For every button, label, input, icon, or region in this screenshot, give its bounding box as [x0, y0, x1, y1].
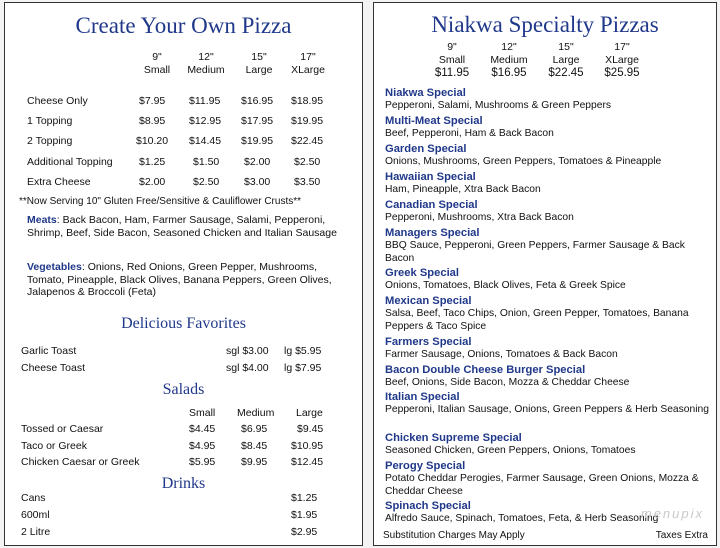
size-inch: 9" — [152, 51, 162, 63]
price-large: lg $5.95 — [284, 345, 322, 357]
size-inch: 15" — [251, 51, 267, 63]
size-inch: 12" — [198, 51, 214, 63]
size-inch: 12" — [501, 41, 517, 53]
specialty-desc: Potato Cheddar Perogies, Farmer Sausage, Green Onions, Mozza & Cheddar Cheese — [385, 473, 699, 497]
specialty-name: Farmers Special — [385, 336, 472, 348]
size-name: Small — [143, 64, 171, 76]
price-xlarge: $19.95 — [291, 115, 324, 127]
specialty-name: Perogy Special — [385, 460, 466, 472]
size-name: Small — [438, 54, 466, 66]
specialty-name: Niakwa Special — [385, 87, 466, 99]
favorites-title: Delicious Favorites — [121, 315, 246, 332]
specialty-desc: Ham, Pineapple, Xtra Back Bacon — [385, 184, 541, 195]
row-label: Cheese Only — [27, 95, 88, 107]
item-name: Taco or Greek — [21, 440, 87, 452]
item-price: $1.95 — [291, 509, 318, 521]
specialty-desc: Beef, Onions, Side Bacon, Mozza & Cheddar Cheese — [385, 377, 630, 388]
specialty-desc: Beef, Pepperoni, Ham & Back Bacon — [385, 128, 554, 139]
specialty-name: Chicken Supreme Special — [385, 432, 522, 444]
row-label: Extra Cheese — [27, 176, 91, 188]
pizza-price-row — [27, 135, 362, 149]
item-name: 2 Litre — [21, 526, 51, 538]
price-large: $12.45 — [291, 456, 324, 468]
specialty-name: Managers Special — [385, 227, 480, 239]
specialty-desc: Salsa, Beef, Taco Chips, Onion, Green Pepper, Tomatoes, Banana Peppers & Taco Spice — [385, 308, 689, 332]
price-xlarge: $22.45 — [291, 135, 324, 147]
pizza-price-row — [27, 95, 362, 109]
vegetables-list — [27, 261, 345, 299]
specialty-name: Hawaiian Special — [385, 171, 476, 183]
price-large: $9.45 — [297, 423, 324, 435]
size-name: XLarge — [605, 54, 639, 66]
size-col-xlarge — [278, 51, 338, 77]
price-small: $7.95 — [139, 95, 166, 107]
salad-size-small: Small — [189, 407, 216, 419]
item-name: Cans — [21, 492, 46, 504]
specialty-item — [385, 336, 710, 362]
price-large: $2.00 — [244, 156, 271, 168]
size-name: Medium — [490, 54, 528, 66]
create-pizza-title: Create Your Own Pizza — [75, 13, 292, 38]
vegetables-text: : Onions, Red Onions, Green Pepper, Mushrooms, Tomato, Pineapple, Black Olives, Banana Peppers, Green Olives, Jalapenos & Broccoli (Feta) — [27, 261, 332, 298]
specialty-item — [385, 267, 710, 293]
price-small: $5.95 — [189, 456, 216, 468]
salad-size-header — [21, 407, 362, 421]
price-single: sgl $3.00 — [226, 345, 269, 357]
specialty-desc: Farmer Sausage, Onions, Tomatoes & Back Bacon — [385, 349, 618, 360]
meats-text: : Back Bacon, Ham, Farmer Sausage, Salami, Pepperoni, Shrimp, Beef, Side Bacon, Seasoned Chicken and Italian Sausage — [27, 214, 337, 239]
salad-item — [21, 456, 362, 470]
price-medium: $8.45 — [241, 440, 268, 452]
item-name: Tossed or Caesar — [21, 423, 104, 435]
size-col-medium — [176, 51, 236, 77]
substitution-note: Substitution Charges May Apply — [383, 530, 525, 541]
size-inch: 17" — [300, 51, 316, 63]
size-price: $25.95 — [604, 67, 640, 79]
drink-item — [21, 509, 362, 523]
spec-size-small — [422, 41, 482, 80]
specialty-name: Spinach Special — [385, 500, 471, 512]
favorite-item — [21, 345, 362, 359]
pizza-price-row — [27, 176, 362, 190]
price-large: $17.95 — [241, 115, 274, 127]
salad-size-medium: Medium — [237, 407, 275, 419]
create-your-own-pizza-panel — [4, 2, 363, 546]
price-small: $1.25 — [139, 156, 166, 168]
pizza-price-row — [27, 156, 362, 170]
item-price: $2.95 — [291, 526, 318, 538]
price-medium: $14.45 — [189, 135, 222, 147]
row-label: Additional Topping — [27, 156, 113, 168]
item-name: Garlic Toast — [21, 345, 77, 357]
specialty-desc: Alfredo Sauce, Spinach, Tomatoes, Feta, & Herb Seasoning — [385, 513, 659, 524]
specialty-name: Italian Special — [385, 391, 460, 403]
specialty-desc: Onions, Tomatoes, Black Olives, Feta & Greek Spice — [385, 280, 626, 291]
specialty-item — [385, 460, 710, 498]
size-price: $16.95 — [491, 67, 527, 79]
item-name: Cheese Toast — [21, 362, 86, 374]
salad-size-large: Large — [296, 407, 323, 419]
item-price: $1.25 — [291, 492, 318, 504]
size-name: Large — [245, 64, 273, 76]
specialty-item — [385, 115, 710, 141]
row-label: 2 Topping — [27, 135, 73, 147]
size-price: $11.95 — [434, 67, 470, 79]
price-xlarge: $3.50 — [294, 176, 321, 188]
size-inch: 15" — [558, 41, 574, 53]
specialty-name: Mexican Special — [385, 295, 472, 307]
price-small: $2.00 — [139, 176, 166, 188]
specialty-name: Canadian Special — [385, 199, 478, 211]
specialty-desc: Seasoned Chicken, Green Peppers, Onions, Tomatoes — [385, 445, 636, 456]
price-large: lg $7.95 — [284, 362, 322, 374]
specialty-item — [385, 87, 710, 113]
size-inch: 9" — [447, 41, 457, 53]
price-medium: $12.95 — [189, 115, 222, 127]
price-xlarge: $18.95 — [291, 95, 324, 107]
specialty-item — [385, 364, 710, 390]
specialty-item — [385, 432, 710, 458]
drink-item — [21, 492, 362, 506]
specialty-item — [385, 171, 710, 197]
price-medium: $1.50 — [193, 156, 220, 168]
gluten-free-note: **Now Serving 10" Gluten Free/Sensitive & Cauliflower Crusts** — [19, 196, 302, 207]
price-medium: $2.50 — [193, 176, 220, 188]
size-price: $22.45 — [548, 67, 584, 79]
spec-size-large — [536, 41, 596, 80]
pizza-price-row — [27, 115, 362, 129]
specialty-name: Garden Special — [385, 143, 467, 155]
specialty-name: Bacon Double Cheese Burger Special — [385, 364, 586, 376]
specialty-item — [385, 391, 710, 417]
specialty-desc: Pepperoni, Salami, Mushrooms & Green Peppers — [385, 100, 612, 111]
size-inch: 17" — [614, 41, 630, 53]
spec-size-medium — [479, 41, 539, 80]
specialty-name: Greek Special — [385, 267, 460, 279]
size-name: XLarge — [291, 64, 325, 76]
specialty-name: Multi-Meat Special — [385, 115, 483, 127]
salad-item — [21, 423, 362, 437]
price-small: $4.95 — [189, 440, 216, 452]
price-medium: $9.95 — [241, 456, 268, 468]
specialty-item — [385, 199, 710, 225]
meats-label: Meats — [27, 214, 57, 226]
salads-title: Salads — [162, 381, 205, 398]
item-name: Chicken Caesar or Greek — [21, 456, 140, 468]
specialty-desc: Pepperoni, Mushrooms, Xtra Back Bacon — [385, 212, 574, 223]
price-small: $10.20 — [136, 135, 169, 147]
favorite-item — [21, 362, 362, 376]
taxes-note: Taxes Extra — [655, 530, 708, 541]
price-small: $4.45 — [189, 423, 216, 435]
size-name: Medium — [187, 64, 225, 76]
specialty-item — [385, 295, 710, 333]
specialty-desc: Pepperoni, Italian Sausage, Onions, Green Peppers & Herb Seasoning — [385, 404, 709, 415]
specialty-desc: BBQ Sauce, Pepperoni, Green Peppers, Farmer Sausage & Back Bacon — [385, 240, 685, 264]
price-medium: $11.95 — [189, 95, 221, 107]
price-single: sgl $4.00 — [226, 362, 269, 374]
salad-item — [21, 440, 362, 454]
spec-size-xlarge — [592, 41, 652, 80]
price-large: $3.00 — [244, 176, 271, 188]
price-large: $19.95 — [241, 135, 274, 147]
drinks-title: Drinks — [161, 475, 206, 492]
specialty-pizzas-panel — [373, 2, 717, 546]
row-label: 1 Topping — [27, 115, 73, 127]
specialty-desc: Onions, Mushrooms, Green Peppers, Tomatoes & Pineapple — [385, 156, 662, 167]
price-large: $10.95 — [291, 440, 324, 452]
drink-item — [21, 526, 362, 540]
specialty-pizzas-title: Niakwa Specialty Pizzas — [431, 12, 659, 37]
price-medium: $6.95 — [241, 423, 268, 435]
watermark: menupix — [640, 506, 704, 521]
size-name: Large — [552, 54, 580, 66]
vegetables-label: Vegetables — [27, 261, 82, 273]
price-xlarge: $2.50 — [294, 156, 321, 168]
specialty-item — [385, 143, 710, 169]
price-large: $16.95 — [241, 95, 274, 107]
price-small: $8.95 — [139, 115, 166, 127]
specialty-item — [385, 227, 710, 265]
meats-list — [27, 214, 345, 239]
item-name: 600ml — [21, 509, 50, 521]
